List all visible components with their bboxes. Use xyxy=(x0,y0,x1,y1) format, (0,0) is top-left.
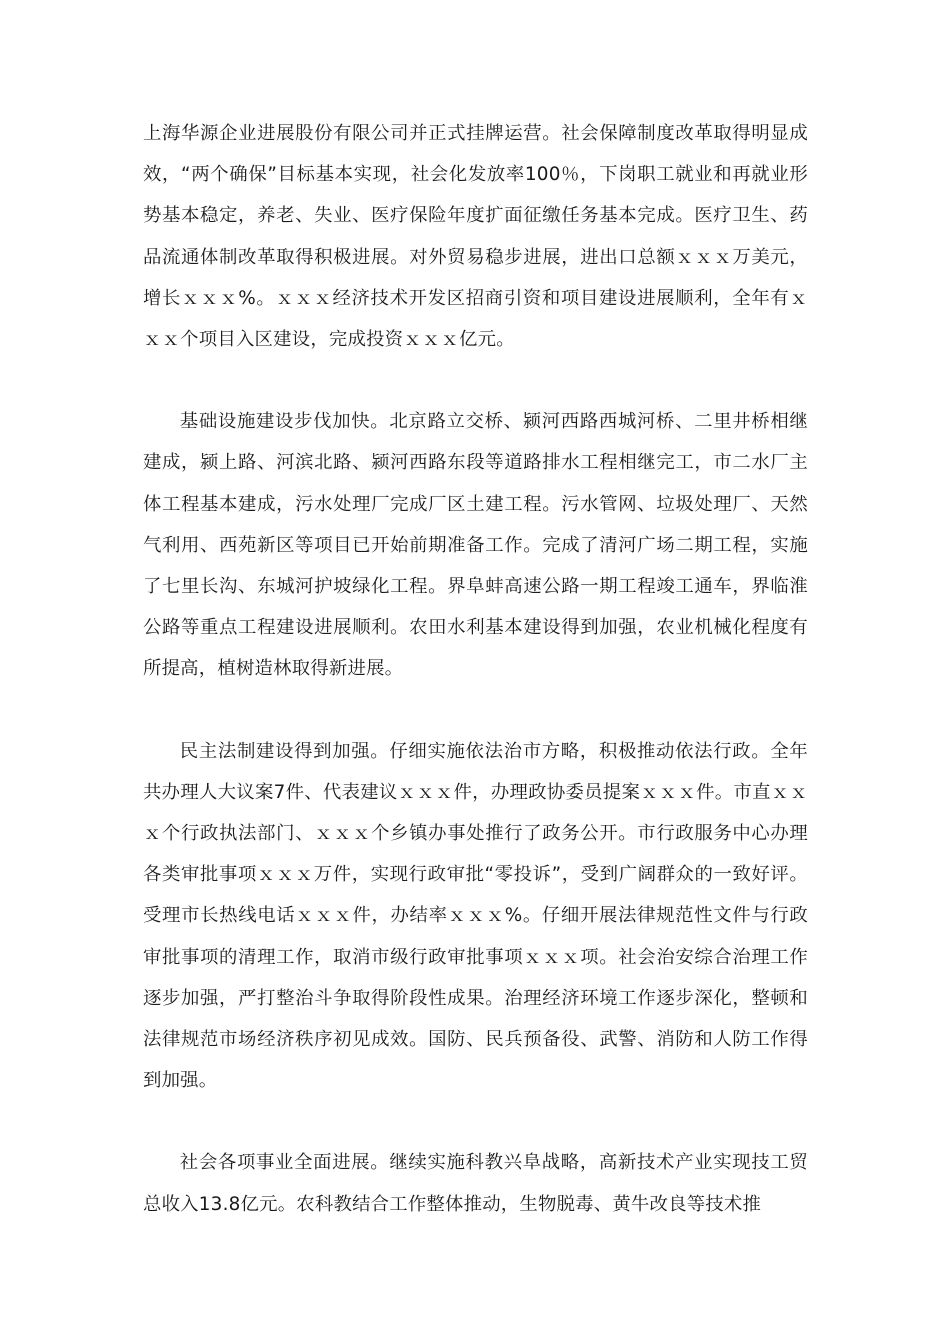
paragraph-legal-system: 民主法制建设得到加强。仔细实施依法治市方略，积极推动依法行政。全年共办理人大议案7件、代表建议ｘｘｘ件，办理政协委员提案ｘｘｘ件。市直ｘｘｘ个行政执法部门、ｘｘｘ个乡镇办事处推行了政务公开。市行政服务中心办理各类审批事项ｘｘｘ万件，实现行政审批“零投诉”，受到广阔群众的一致好评。受理市长热线电话ｘｘｘ件，办结率ｘｘｘ%。仔细开展法律规范性文件与行政审批事项的清理工作，取消市级行政审批事项ｘｘｘ项。社会治安综合治理工作逐步加强，严打整治斗争取得阶段性成果。治理经济环境工作逐步深化，整顿和法律规范市场经济秩序初见成效。国防、民兵预备役、武警、消防和人防工作得到加强。 xyxy=(143,740,808,1092)
paragraph-social-security: 上海华源企业进展股份有限公司并正式挂牌运营。社会保障制度改革取得明显成效，“两个确保”目标基本实现，社会化发放率100％，下岗职工就业和再就业形势基本稳定，养老、失业、医疗保险年度扩面征缴任务基本完成。医疗卫生、药品流通体制改革取得积极进展。对外贸易稳步进展，进出口总额ｘｘｘ万美元，增长ｘｘｘ%。ｘｘｘ经济技术开发区招商引资和项目建设进展顺利，全年有ｘｘｘ个项目入区建设，完成投资ｘｘｘ亿元。 xyxy=(143,123,808,351)
paragraph-infrastructure: 基础设施建设步伐加快。北京路立交桥、颍河西路西城河桥、二里井桥相继建成，颍上路、河滨北路、颍河西路东段等道路排水工程相继完工，市二水厂主体工程基本建成，污水处理厂完成厂区土建工程。污水管网、垃圾处理厂、天然气利用、西苑新区等项目已开始前期准备工作。完成了清河广场二期工程，实施了七里长沟、东城河护坡绿化工程。界阜蚌高速公路一期工程竣工通车，界临淮公路等重点工程建设进展顺利。农田水利基本建设得到加强，农业机械化程度有所提高，植树造林取得新进展。 xyxy=(143,411,808,680)
document-body xyxy=(143,113,808,1225)
paragraph-social-affairs: 社会各项事业全面进展。继续实施科教兴阜战略，高新技术产业实现技工贸总收入13.8亿元。农科教结合工作整体推动，生物脱毒、黄牛改良等技术推 xyxy=(143,1152,808,1215)
